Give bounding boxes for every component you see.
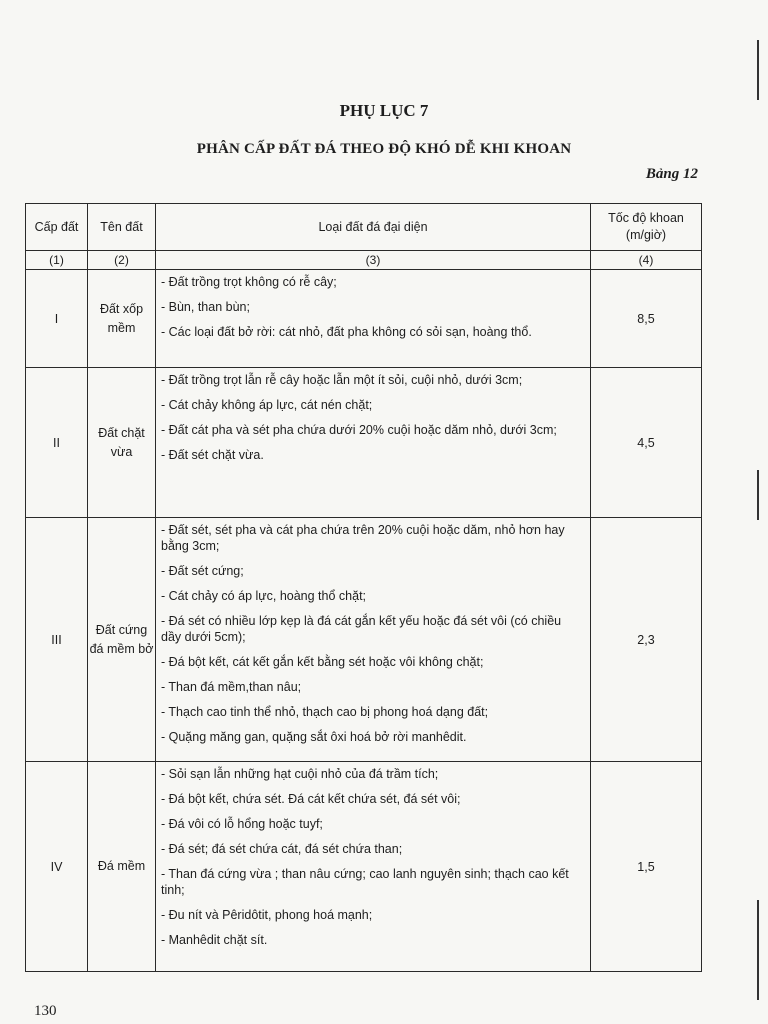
drilling-speed-cell: 8,5 — [591, 270, 702, 368]
header-row — [26, 204, 702, 251]
scan-edge-mark — [757, 900, 759, 1000]
rock-type-item: - Cát chảy có áp lực, hoàng thổ chặt; — [161, 589, 367, 603]
grade-cell: III — [26, 518, 88, 762]
rock-classification-table — [25, 203, 702, 972]
soil-name-cell: Đất chặt vừa — [88, 368, 156, 518]
column-number: (2) — [88, 251, 156, 270]
rock-type-item: - Đá sét; đá sét chứa cát, đá sét chứa than; — [161, 842, 403, 856]
rock-type-item: - Than đá mềm,than nâu; — [161, 680, 302, 694]
rock-type-item: - Đất sét chặt vừa. — [161, 448, 264, 462]
column-number: (3) — [156, 251, 591, 270]
table-row — [26, 762, 702, 972]
representative-types-cell — [156, 762, 591, 972]
column-number: (1) — [26, 251, 88, 270]
rock-type-item: - Đất trồng trọt không có rễ cây; — [161, 275, 337, 289]
scan-edge-mark — [757, 470, 759, 520]
column-header: Tốc độ khoan (m/giờ) — [591, 204, 702, 251]
page-number: 130 — [34, 1003, 57, 1019]
rock-type-item: - Đất cát pha và sét pha chứa dưới 20% cuội hoặc dăm nhỏ, dưới 3cm; — [161, 423, 557, 437]
grade-cell: IV — [26, 762, 88, 972]
representative-types-cell — [156, 518, 591, 762]
column-number: (4) — [591, 251, 702, 270]
grade-cell: II — [26, 368, 88, 518]
grade-cell: I — [26, 270, 88, 368]
representative-types-cell — [156, 368, 591, 518]
drilling-speed-cell: 4,5 — [591, 368, 702, 518]
rock-type-item: - Các loại đất bở rời: cát nhỏ, đất pha không có sỏi sạn, hoàng thổ. — [161, 325, 532, 339]
rock-type-item: - Đá vôi có lỗ hổng hoặc tuyf; — [161, 817, 323, 831]
soil-name-cell: Đất xốp mềm — [88, 270, 156, 368]
soil-name-cell: Đá mềm — [88, 762, 156, 972]
soil-name-cell: Đất cứng đá mềm bở — [88, 518, 156, 762]
table-title: PHÂN CẤP ĐẤT ĐÁ THEO ĐỘ KHÓ DỄ KHI KHOAN — [196, 141, 572, 157]
rock-type-item: - Đất sét, sét pha và cát pha chứa trên 20% cuội hoặc dăm, nhỏ hơn hay bằng 3cm; — [161, 523, 565, 553]
column-number-row — [26, 251, 702, 270]
rock-type-item: - Đá sét có nhiều lớp kẹp là đá cát gắn kết yếu hoặc đá sét vôi (có chiều dầy dưới 5cm); — [161, 614, 562, 644]
rock-type-item: - Thạch cao tinh thể nhỏ, thạch cao bị phong hoá dạng đất; — [161, 705, 489, 719]
appendix-title: PHỤ LỤC 7 — [339, 101, 429, 120]
representative-types-cell — [156, 270, 591, 368]
scan-edge-mark — [757, 40, 759, 100]
rock-type-item: - Đá bột kết, cát kết gắn kết bằng sét hoặc vôi không chặt; — [161, 655, 484, 669]
rock-type-item: - Than đá cứng vừa ; than nâu cứng; cao lanh nguyên sinh; thạch cao kết tinh; — [161, 867, 569, 897]
column-header: Loại đất đá đại diện — [156, 204, 591, 251]
rock-type-item: - Đất trồng trọt lẫn rễ cây hoặc lẫn một ít sỏi, cuội nhỏ, dưới 3cm; — [161, 373, 523, 387]
rock-type-item: - Đu nít và Pêridôtit, phong hoá mạnh; — [161, 908, 373, 922]
rock-type-item: - Sỏi sạn lẫn những hạt cuội nhỏ của đá trầm tích; — [161, 767, 439, 781]
rock-type-item: - Quặng măng gan, quặng sắt ôxi hoá bở rời manhêdit. — [161, 730, 467, 744]
rock-type-item: - Đất sét cứng; — [161, 564, 244, 578]
rock-type-item: - Bùn, than bùn; — [161, 300, 250, 314]
rock-type-item: - Cát chảy không áp lực, cát nén chặt; — [161, 398, 373, 412]
table-label: Bảng 12 — [645, 166, 698, 182]
rock-type-item: - Manhêdit chặt sít. — [161, 933, 268, 947]
table-row — [26, 270, 702, 368]
column-header: Cấp đất — [26, 204, 88, 251]
drilling-speed-cell: 2,3 — [591, 518, 702, 762]
rock-type-item: - Đá bột kết, chứa sét. Đá cát kết chứa sét, đá sét vôi; — [161, 792, 461, 806]
table-row — [26, 518, 702, 762]
table-row — [26, 368, 702, 518]
column-header: Tên đất — [88, 204, 156, 251]
drilling-speed-cell: 1,5 — [591, 762, 702, 972]
